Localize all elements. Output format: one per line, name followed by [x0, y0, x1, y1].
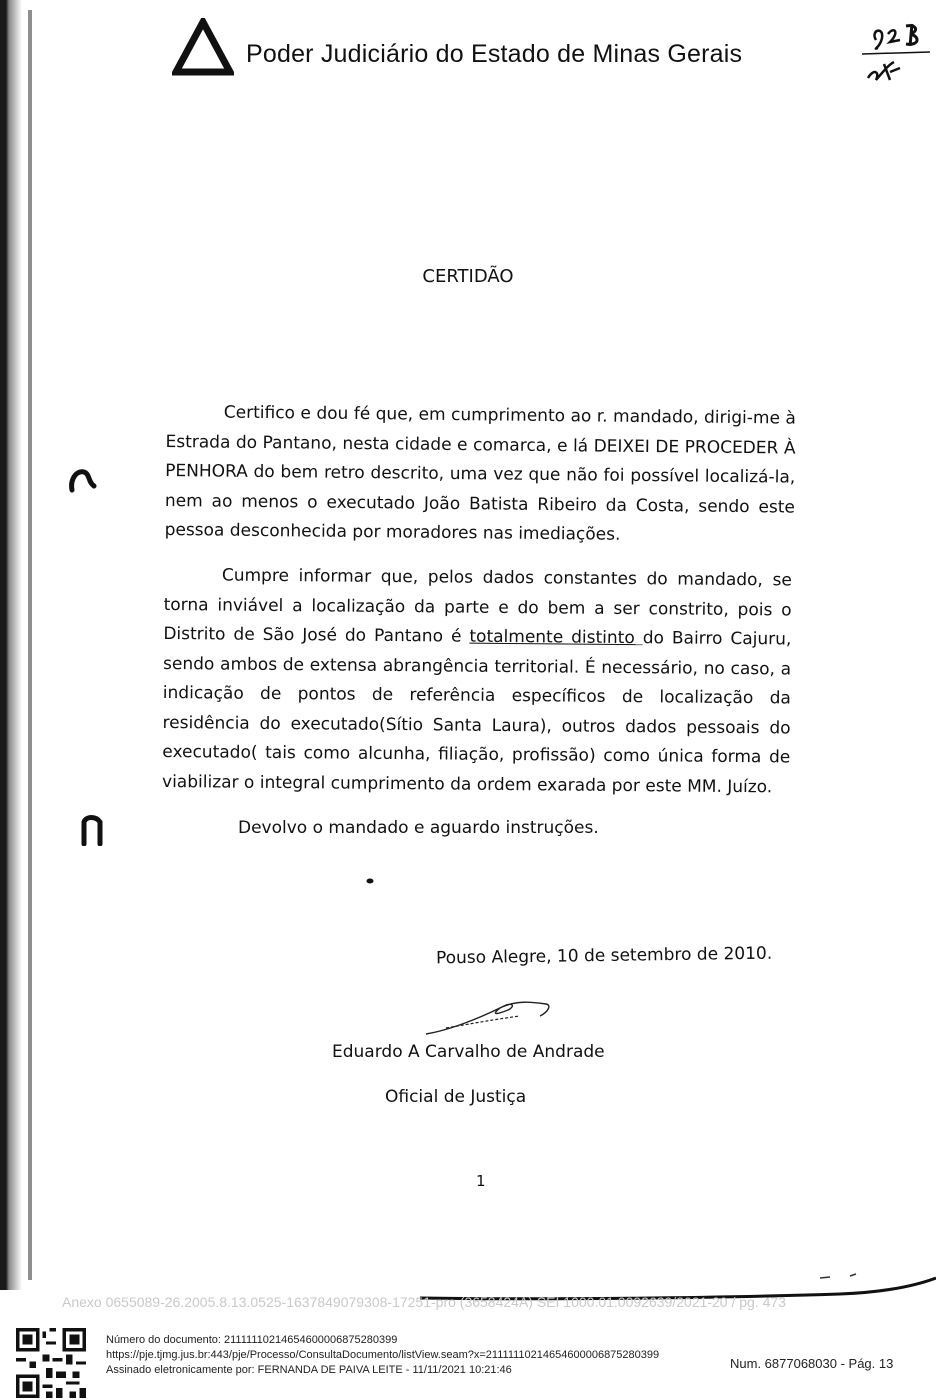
- handwritten-page-annotation: [860, 18, 932, 92]
- document-url[interactable]: https://pje.tjmg.jus.br:443/pje/Processo/ConsultaDocumento/listView.seam?x=21111110214654600006875280399: [106, 1349, 660, 1361]
- annex-watermark: Anexo 0655089-26.2005.8.13.0525-1637849079308-17251-pro (3658424A) SEI 1000.01.0092639/2021-20 / pg. 473: [62, 1294, 786, 1310]
- num-page-label: Num. 6877068030 - Pág. 13: [730, 1356, 894, 1371]
- signed-by: Assinado eletronicamente por: FERNANDA DE PAIVA LEITE - 11/11/2021 10:21:46: [106, 1364, 512, 1376]
- page-number: 1: [476, 1172, 486, 1190]
- margin-mark-icon: [68, 466, 98, 494]
- place-and-date: Pouso Alegre, 10 de setembro de 2010.: [435, 943, 773, 969]
- scan-edge-line: [28, 10, 32, 1280]
- paragraph-1-text: Certifico e dou fé que, em cumprimento ao r. mandado, dirigi-me à Estrada do Pantano, nesta cidade e comarca, e lá DEIXEI DE PROCEDER À PENHORA do bem retro descrito, uma vez que não foi possível localizá-la, nem ao menos o executado João Batista Ribeiro da Costa, sendo este pessoa desconhecida por moradores nas imediações.: [164, 402, 796, 545]
- judiciary-logo-icon: [172, 18, 234, 78]
- paragraph-2-text-before: Cumpre informar que, pelos dados constantes do mandado, se torna inviável a localização da parte e do bem a ser constrito, pois o Distrito de São José do Pantano é: [163, 565, 792, 647]
- certificate-paragraph-1: [164, 398, 796, 552]
- certificate-title: CERTIDÃO: [422, 266, 514, 287]
- closing-statement: Devolvo o mandado e aguardo instruções.: [238, 818, 599, 838]
- qr-code-icon[interactable]: [16, 1328, 86, 1398]
- paragraph-2-text-after: do Bairro Cajuru, sendo ambos de extensa abrangência territorial. É necessário, no caso, a indicação de pontos de referência específicos de localização da residência do executado(Sítio Santa Laura), outros dados pessoais do executado( tais como alcunha, filiação, profissão) como única forma de viabilizar o integral cumprimento da ordem exarada por este MM. Juízo.: [161, 628, 792, 797]
- court-header-title: Poder Judiciário do Estado de Minas Gerais: [246, 40, 743, 68]
- document-number: Número do documento: 21111110214654600006875280399: [106, 1334, 398, 1346]
- scan-speck: [366, 878, 374, 884]
- handwritten-signature: [420, 996, 560, 1038]
- footer-metadata: [106, 1333, 659, 1378]
- paragraph-2-underlined: totalmente distinto: [469, 626, 643, 649]
- margin-mark-icon: [80, 814, 106, 846]
- certificate-paragraph-2: [162, 561, 792, 802]
- scan-edge-shadow: [0, 0, 22, 1290]
- signer-name: Eduardo A Carvalho de Andrade: [332, 1042, 605, 1062]
- signer-role: Oficial de Justiça: [385, 1087, 527, 1107]
